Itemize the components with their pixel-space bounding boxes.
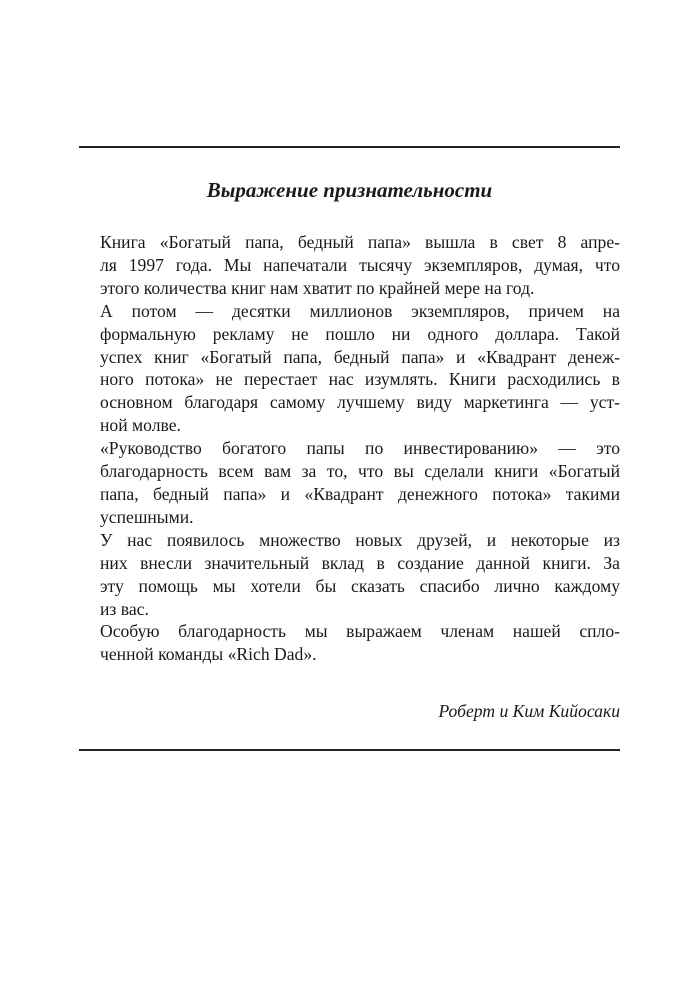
paragraph-5 [79, 620, 620, 666]
text-line: них внесли значительный вклад в создание данной книги. За [100, 552, 620, 573]
acknowledgements-body [79, 231, 620, 666]
text-line: формальную рекламу не пошло ни одного доллара. Такой [100, 323, 620, 344]
bottom-divider [79, 749, 620, 751]
paragraph-2 [79, 300, 620, 437]
text-line: из вас. [100, 598, 149, 619]
signature: Роберт и Ким Кийосаки [438, 701, 620, 721]
text-line: Особую благодарность мы выражаем членам нашей спло- [100, 621, 620, 642]
text-line: ной молве. [100, 415, 181, 436]
page-title: Выражение признательности [206, 178, 493, 202]
text-line: успешными. [100, 506, 194, 527]
paragraph-3 [79, 437, 620, 529]
text-line: успех книг «Богатый папа, бедный папа» и «Квадрант денеж- [100, 346, 620, 367]
text-line: У нас появилось множество новых друзей, и некоторые из [100, 529, 620, 550]
paragraph-1 [79, 231, 620, 300]
paragraph-4 [79, 529, 620, 621]
text-line: ного потока» не перестает нас изумлять. Книги расходились в [100, 369, 620, 390]
text-line: папа, бедный папа» и «Квадрант денежного потока» такими [100, 483, 620, 504]
text-line: эту помощь мы хотели бы сказать спасибо лично каждому [100, 575, 620, 596]
text-line: ченной команды «Rich Dad». [100, 644, 317, 665]
text-line: А потом — десятки миллионов экземпляров, причем на [100, 300, 620, 321]
text-line: основном благодаря самому лучшему виду маркетинга — уст- [100, 392, 620, 413]
top-divider [79, 146, 620, 148]
text-line: Книга «Богатый папа, бедный папа» вышла в свет 8 апре- [100, 232, 620, 252]
text-line: ля 1997 года. Мы напечатали тысячу экземпляров, думая, что [100, 254, 620, 275]
text-line: благодарность всем вам за то, что вы сделали книги «Богатый [100, 461, 620, 482]
text-line: этого количества книг нам хватит по крайней мере на год. [100, 277, 535, 298]
text-line: «Руководство богатого папы по инвестированию» — это [100, 438, 620, 459]
